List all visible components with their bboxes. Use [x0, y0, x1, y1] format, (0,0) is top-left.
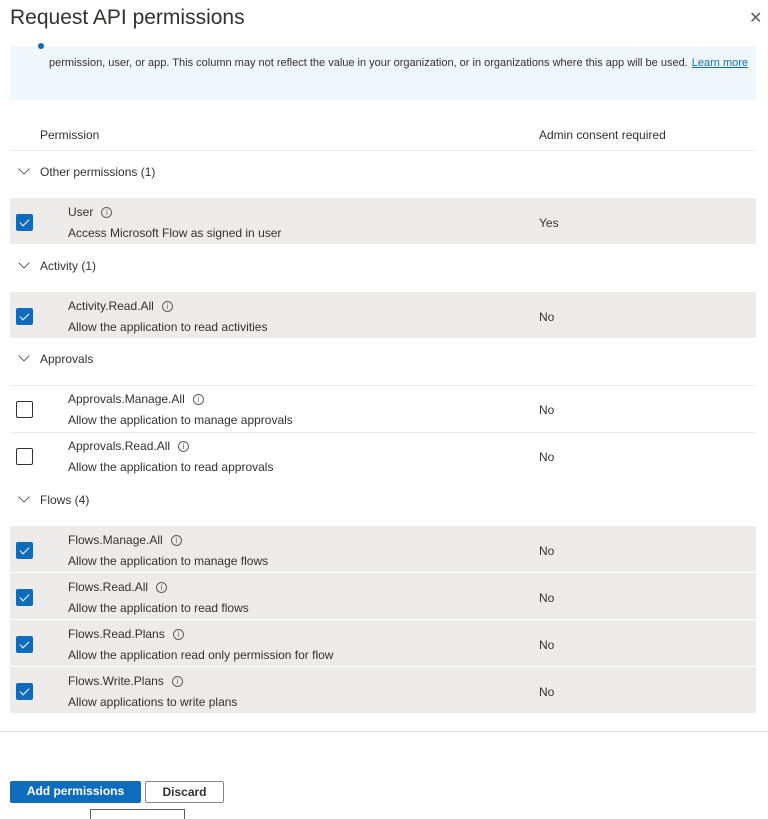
group-header[interactable]	[10, 492, 756, 516]
dialog-title: Request API permissions	[10, 6, 245, 29]
table-header	[10, 118, 756, 151]
checkbox[interactable]	[16, 308, 33, 325]
permission-name: Approvals.Read.All	[68, 439, 171, 453]
permission-name-cell	[68, 674, 183, 688]
info-icon[interactable]: i	[171, 535, 182, 546]
learn-more-link[interactable]: Learn more	[691, 57, 749, 69]
permission-name: Flows.Read.Plans	[68, 627, 165, 641]
group-header[interactable]	[10, 164, 756, 188]
permission-name: Flows.Write.Plans	[68, 674, 164, 688]
info-icon	[38, 43, 44, 49]
admin-consent-value: No	[539, 638, 555, 652]
permission-description: Allow the application read only permission for flow	[68, 648, 334, 662]
admin-consent-value: No	[539, 591, 555, 605]
permission-name-cell	[68, 439, 189, 453]
checkbox[interactable]	[16, 448, 33, 465]
checkbox[interactable]	[16, 214, 33, 231]
permission-name-cell	[68, 205, 112, 219]
checkbox[interactable]	[16, 636, 33, 653]
checkbox[interactable]	[16, 542, 33, 559]
chevron-down-icon[interactable]	[18, 163, 29, 174]
info-icon[interactable]: i	[178, 441, 189, 452]
permission-description: Allow the application to read flows	[68, 601, 249, 615]
add-permissions-button[interactable]: Add permissions	[10, 781, 141, 803]
permission-row[interactable]	[10, 667, 756, 713]
permission-row[interactable]	[10, 620, 756, 666]
chevron-down-icon[interactable]	[18, 350, 29, 361]
permission-row[interactable]	[10, 573, 756, 619]
permission-name: Flows.Manage.All	[68, 533, 163, 547]
group-label: Approvals	[40, 352, 94, 366]
permission-name: Approvals.Manage.All	[68, 392, 185, 406]
admin-consent-value: No	[539, 450, 555, 464]
permission-name: Activity.Read.All	[68, 299, 154, 313]
permission-name-cell	[68, 580, 167, 594]
permission-description: Allow the application to manage flows	[68, 554, 269, 568]
info-icon[interactable]: i	[173, 629, 184, 640]
chevron-down-icon[interactable]	[18, 257, 29, 268]
admin-consent-value: No	[539, 544, 555, 558]
info-icon[interactable]: i	[172, 676, 183, 687]
info-icon[interactable]: i	[162, 301, 173, 312]
close-icon[interactable]: ✕	[749, 10, 763, 27]
permission-name-cell	[68, 627, 184, 641]
permission-row[interactable]	[10, 292, 756, 338]
permission-row[interactable]	[10, 198, 756, 244]
tooltip	[90, 809, 185, 819]
permission-name-cell	[68, 533, 182, 547]
admin-consent-value: No	[539, 403, 555, 417]
admin-consent-value: No	[539, 685, 555, 699]
info-icon[interactable]: i	[156, 582, 167, 593]
permission-description: Allow applications to write plans	[68, 695, 238, 709]
chevron-down-icon[interactable]	[18, 491, 29, 502]
column-permission: Permission	[40, 128, 100, 142]
info-icon[interactable]: i	[193, 394, 204, 405]
permission-name: User	[68, 205, 94, 219]
info-text: permission, user, or app. This column may not reflect the value in your organization, or in organizations where this app will be used.	[49, 57, 688, 69]
footer-divider	[0, 731, 768, 732]
info-icon[interactable]: i	[101, 207, 112, 218]
permission-name: Flows.Read.All	[68, 580, 149, 594]
permission-row[interactable]	[10, 385, 756, 431]
permission-name-cell	[68, 392, 204, 406]
permission-description: Access Microsoft Flow as signed in user	[68, 226, 282, 240]
column-admin-consent: Admin consent required	[539, 128, 666, 142]
permission-description: Allow the application to manage approvals	[68, 413, 293, 427]
checkbox[interactable]	[16, 589, 33, 606]
permission-row[interactable]	[10, 432, 756, 478]
group-label: Activity (1)	[40, 259, 97, 273]
permission-row[interactable]	[10, 526, 756, 572]
group-header[interactable]	[10, 351, 756, 375]
permission-description: Allow the application to read approvals	[68, 460, 274, 474]
group-label: Flows (4)	[40, 493, 90, 507]
checkbox[interactable]	[16, 401, 33, 418]
admin-consent-value: Yes	[539, 216, 559, 230]
group-header[interactable]	[10, 258, 756, 282]
discard-button[interactable]: Discard	[145, 781, 224, 803]
permission-name-cell	[68, 299, 173, 313]
checkbox[interactable]	[16, 683, 33, 700]
group-label: Other permissions (1)	[40, 165, 156, 179]
permission-description: Allow the application to read activities	[68, 320, 268, 334]
admin-consent-value: No	[539, 310, 555, 324]
info-banner	[10, 46, 756, 100]
